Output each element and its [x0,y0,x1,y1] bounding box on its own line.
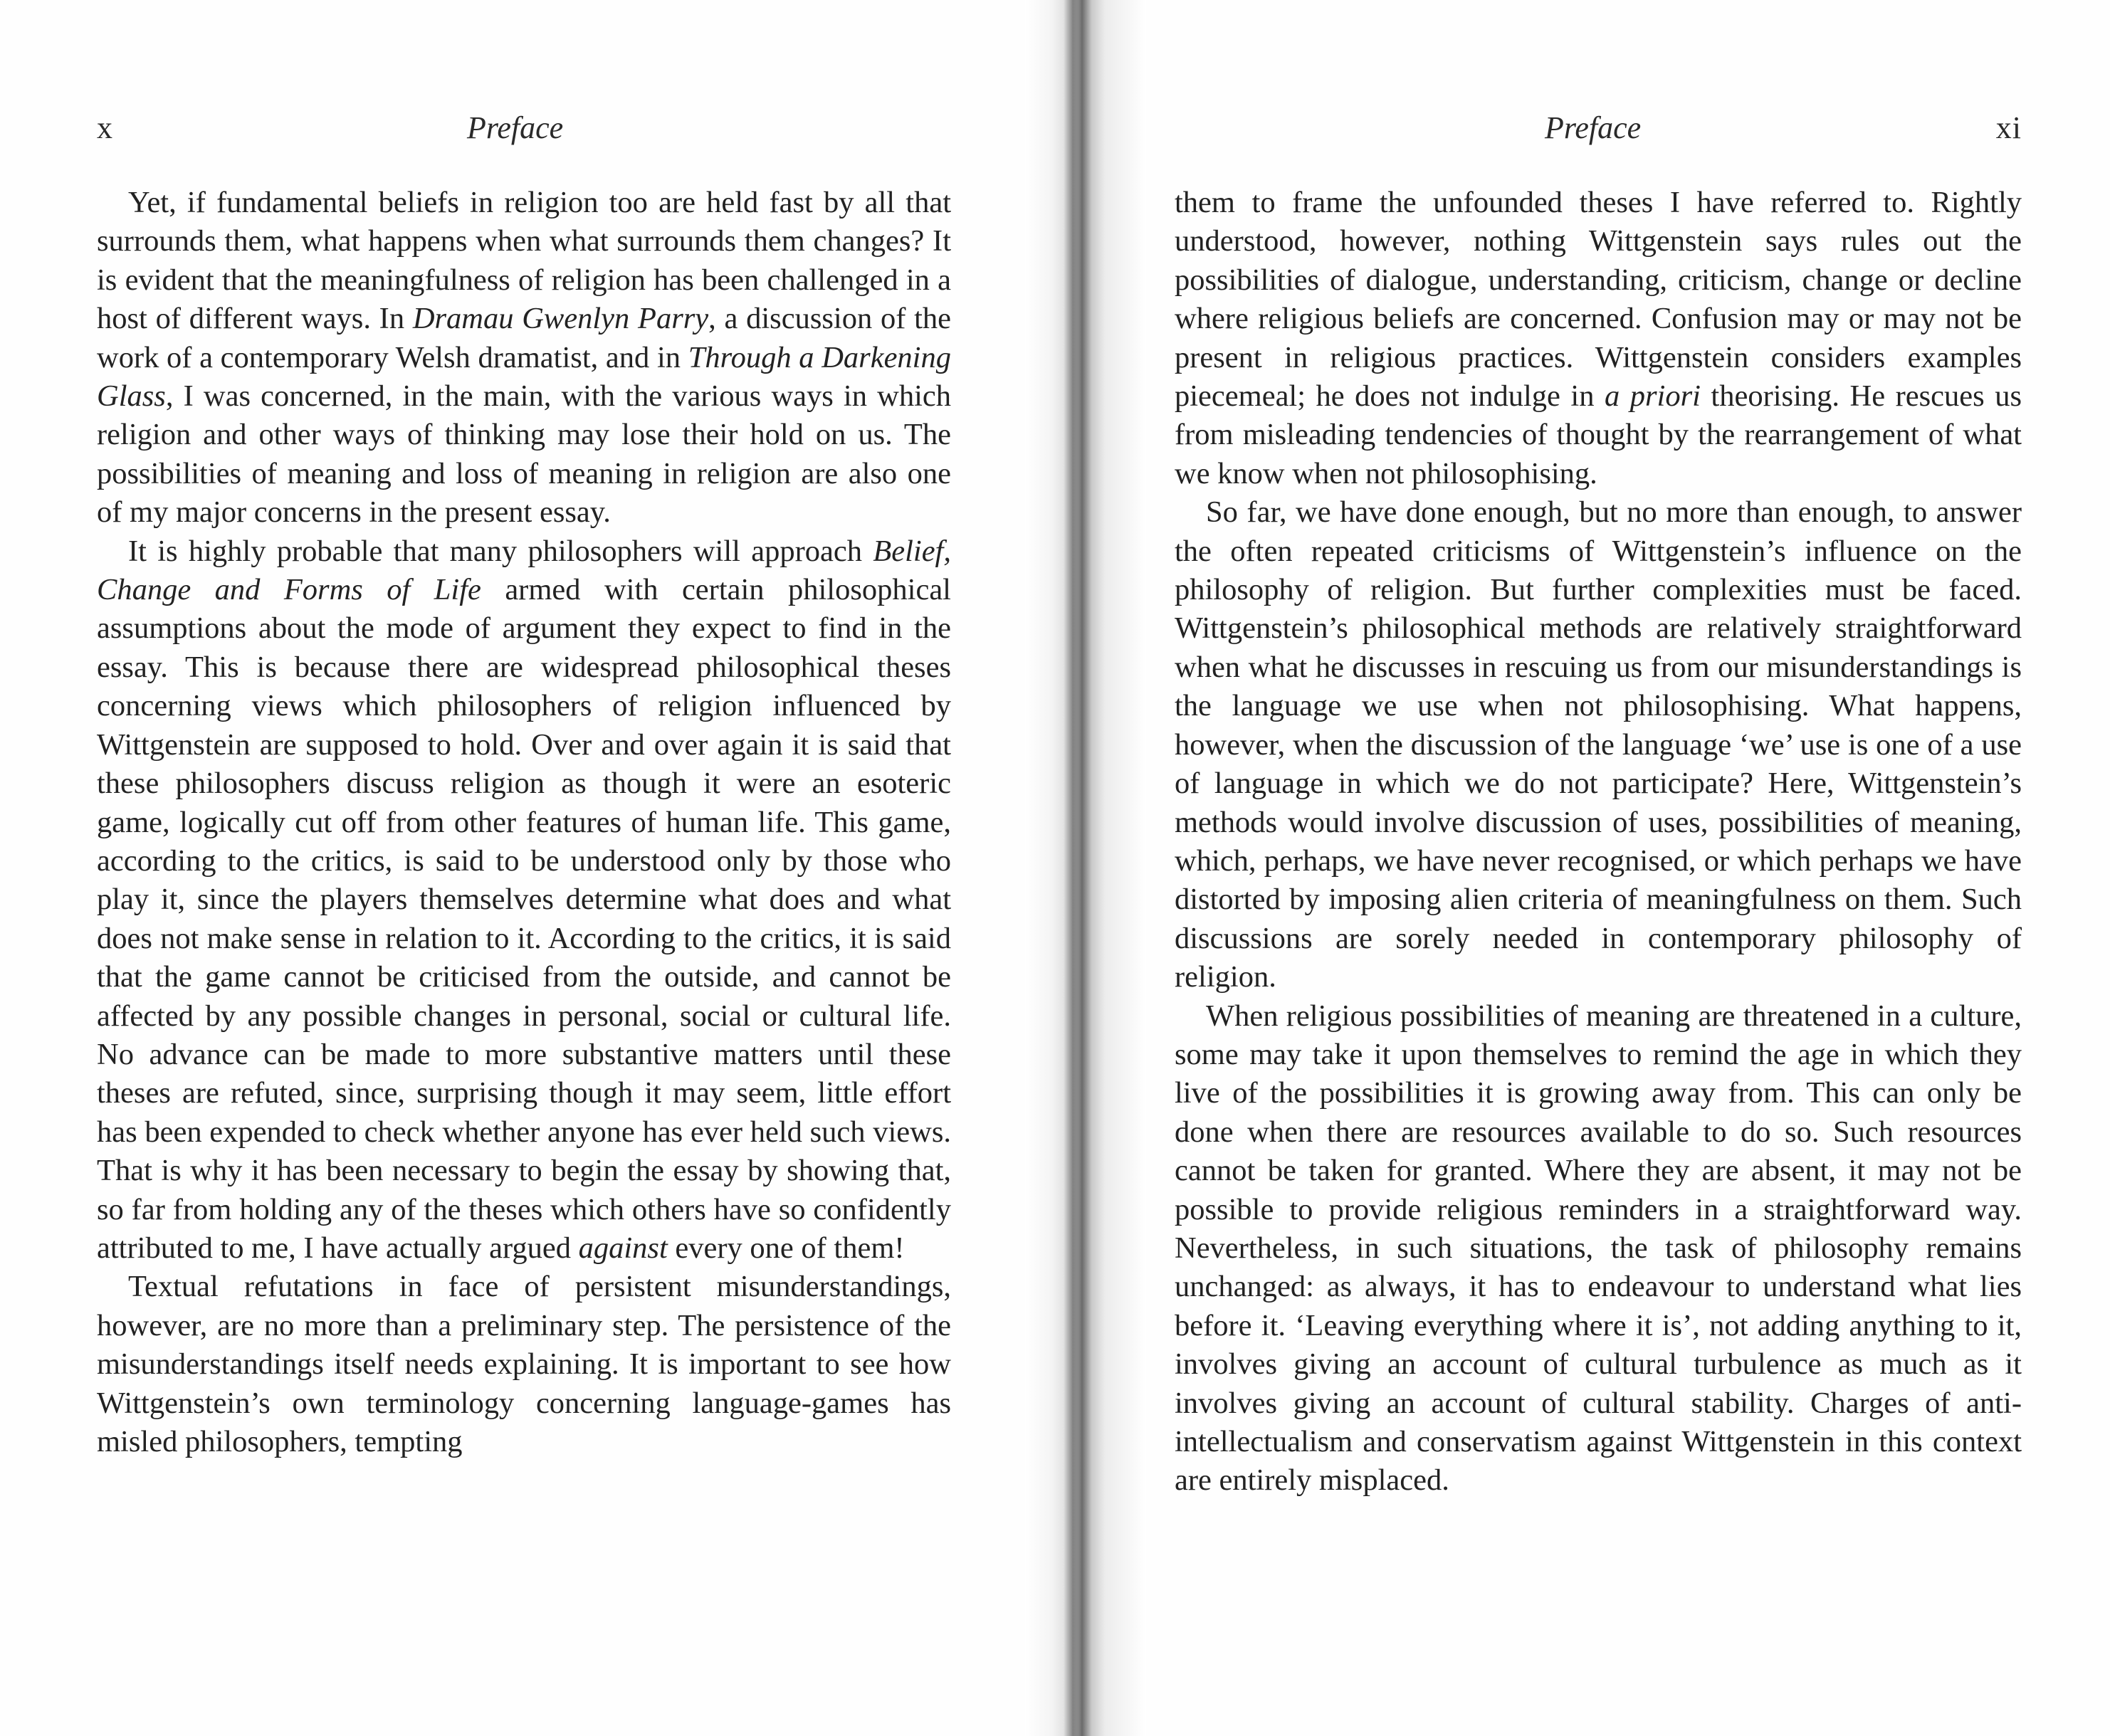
left-running-head [97,107,951,149]
left-p1-text-a: Yet, if fundamental beliefs in religion too are held fast by all that surrounds them, what happens when what surrounds them changes? It is evident that the meaningfulness of religion has been challenged in a host of different ways. In [97,186,951,336]
left-running-title: Preface [467,110,564,145]
left-p2-text-b: armed with certain philosophical assumptions about the mode of argument they expect to find in the essay. This is because there are widespread philosophical theses concerning views which philosophers of religion influenced by Wittgenstein are supposed to hold. Over and over again it is said that these philosophers discuss religion as though it were an esoteric game, logically cut off from other features of human life. This game, according to the critics, is said to be understood only by those who play it, since the players themselves determine what does and what does not make sense in relation to it. According to the critics, it is said that the game cannot be criticised from the outside, and cannot be affected by any possible changes in personal, social or cultural life. No advance can be made to more substantive matters until these theses are refuted, since, surprising though it may seem, little effort has been expended to check whether anyone has ever held such views. That is why it has been necessary to begin the essay by showing that, so far from holding any of the theses which others have so confidently attributed to me, I have actually argued [97,573,951,1265]
right-paragraph-3: When religious possibilities of meaning are threatened in a culture, some may take it upon themselves to remind the age in which they live of the possibilities it is growing away from. This can only be done when there are resources available to do so. Such resources cannot be taken for granted. Where they are absent, it may not be possible to provide religious reminders in a straightforward way. Nevertheless, in such situations, the task of philosophy remains unchanged: as always, it has to endeavour to understand what lies before it. ‘Leaving everything where it is’, not adding anything to it, involves giving an account of cultural turbulence as much as it involves giving an account of cultural stability. Charges of anti-intellectualism and conservatism against Wittgenstein in this context are entirely misplaced. [1175,999,2022,1498]
right-text-block [1175,184,2022,1500]
left-p2-emphasis-against: against [578,1231,668,1265]
left-p1-title-darkening-glass: Through a Darkening Glass [97,340,951,414]
right-p1-text-b: theorising. He rescues us from misleading tendencies of thought by the rearrangement of what we know when not philosophising. [1175,379,2022,490]
right-page [1146,0,2110,1736]
left-p2-title-belief-change: Belief, Change and Forms of Life [97,534,951,607]
left-page [0,0,1025,1736]
left-p1-text-b: , a discussion of the work of a contemporary Welsh dramatist, and in [97,302,951,374]
gutter-shadow [1064,0,1082,1736]
right-running-title: Preface [1545,110,1642,145]
left-text-block [97,184,951,1461]
right-paragraph-1 [1175,184,2022,493]
right-p1-emphasis-a-priori: a priori [1604,379,1701,414]
right-page-number: xi [1995,110,2022,145]
book-gutter [1025,0,1146,1736]
left-paragraph-2 [97,532,951,1268]
left-paragraph-1 [97,184,951,532]
left-page-number: x [97,110,113,145]
left-p1-text-c: , I was concerned, in the main, with the various ways in which religion and other ways of thinking may lose their hold on us. The possibilities of meaning and loss of meaning in religion are also one of my major concerns in the present essay. [97,379,951,530]
right-p1-text-a: them to frame the unfounded theses I have referred to. Rightly understood, however, nothing Wittgenstein says rules out the possibilities of dialogue, understanding, criticism, change or decline where religious beliefs are concerned. Confusion may or may not be present in religious practices. Wittgenstein considers examples piecemeal; he does not indulge in [1175,186,2022,414]
right-paragraph-2: So far, we have done enough, but no more than enough, to answer the often repeated criticisms of Wittgenstein’s influence on the philosophy of religion. But further complexities must be faced. Wittgenstein’s philosophical methods are relatively straightforward when what he discusses in rescuing us from our misunderstandings is the language we use when not philosophising. What happens, however, when the discussion of the language ‘we’ use is one of a use of language in which we do not participate? Here, Wittgenstein’s methods would involve discussion of uses, possibilities of meaning, which, perhaps, we have never recognised, or which perhaps we have distorted by imposing alien criteria of meaningfulness on them. Such discussions are sorely needed in contemporary philosophy of religion. [1175,495,2022,994]
left-p2-text-a: It is highly probable that many philosophers will approach [128,534,873,568]
right-running-head [1175,107,2022,149]
left-p1-title-dramau: Dramau Gwenlyn Parry [412,302,709,336]
left-paragraph-3: Textual refutations in face of persistent misunderstandings, however, are no more than a preliminary step. The persistence of the misunderstandings itself needs explaining. It is important to see how Wittgenstein’s own terminology concerning language-games has misled philosophers, tempting [97,1270,951,1458]
left-p2-text-c: every one of them! [667,1231,905,1265]
